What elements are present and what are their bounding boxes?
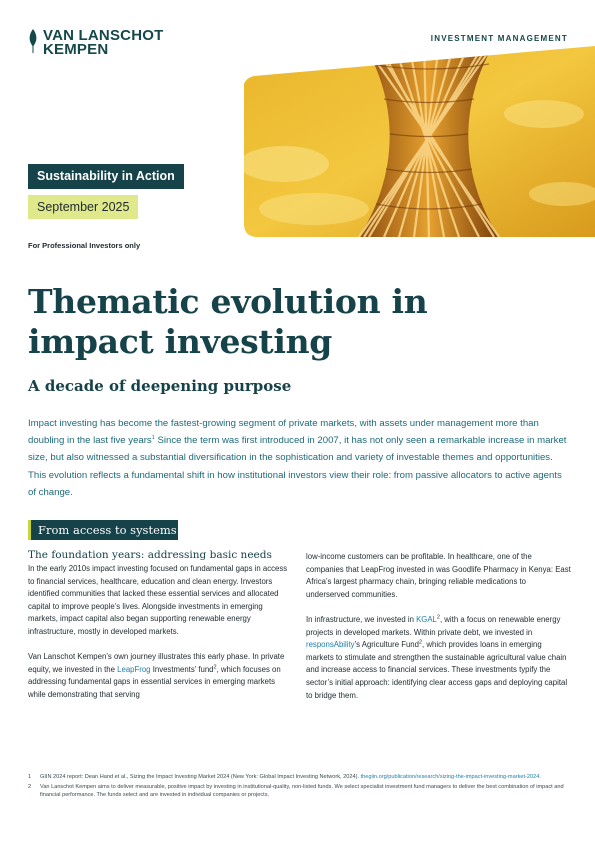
paragraph-text: , which provides loans in emerging markets to stimulate and strengthen the sustainable agricultural value chain and increase access to financial services. These investments typify the sector’s initial approach: identifying clear access gaps and deploying capital to bridge them. — [306, 640, 568, 700]
intro-paragraph — [28, 415, 568, 501]
architecture-photo — [244, 44, 595, 237]
page-subtitle: A decade of deepening purpose — [28, 377, 292, 395]
column-right — [306, 548, 571, 715]
section-heading — [28, 520, 178, 540]
footnote-ref-2[interactable]: 2 — [418, 639, 423, 646]
brand-name-line2: KEMPEN — [43, 41, 109, 58]
leapfrog-link[interactable]: LeapFrog — [117, 664, 151, 674]
date-tag: September 2025 — [28, 195, 138, 219]
footnote-ref-2[interactable]: 2 — [213, 664, 217, 671]
paragraph — [306, 614, 571, 702]
paragraph-text: In infrastructure, we invested in — [306, 614, 417, 624]
giin-report-link[interactable]: thegiin.org/publication/research/sizing-the-impact-investing-market-2024. — [360, 774, 541, 780]
paragraph: In the early 2010s impact investing focused on fundamental gaps in access to financial services, healthcare, education and clean energy. Investors identified communities that lacked these essential services and allocated capital to improve people’s lives. Alongside investments in emerging markets, impact capital also began supporting renewable energy infrastructure, mostly in developed markets. — [28, 564, 288, 636]
footnote-1 — [28, 773, 568, 781]
responsability-link[interactable]: responsAbility — [306, 640, 355, 650]
footnote-body: Van Lanschot Kempen aims to deliver measurable, positive impact by investing in institutional-quality, non-listed funds. We select specialist investment fund managers to deliver the best combination of impact and financial performance. The funds select and are invested in individual companies or projects. — [40, 784, 564, 799]
footnote-body: GIIN 2024 report: Dean Hand et al., Sizing the Impact Investing Market 2024 (New York: Global Impact Investing Network, 2024). — [40, 774, 361, 780]
footnote-2 — [28, 783, 568, 799]
paragraph: low-income customers can be profitable. In healthcare, one of the companies that LeapFrog invested in was Goodlife Pharmacy in Kenya: East Africa’s largest pharmacy chain, bringing reliable medications to underserved communities. — [306, 552, 571, 599]
footnote-number: 2 — [28, 784, 32, 791]
brand-logo — [28, 29, 163, 57]
section-accent-bar — [28, 520, 31, 540]
series-tag: Sustainability in Action — [28, 164, 184, 189]
category-label: INVESTMENT MANAGEMENT — [430, 34, 568, 43]
paragraph-text: , which focuses on addressing fundamental gaps in essential services in emerging markets while demonstrating that serving — [28, 664, 281, 699]
subsection-heading: The foundation years: addressing basic needs — [28, 549, 272, 561]
kgal-link[interactable]: KGAL — [416, 614, 437, 624]
paragraph-text: ’s Agriculture Fund — [354, 640, 419, 650]
footnotes — [28, 773, 568, 802]
tree-logo-icon — [28, 29, 38, 53]
column-left — [28, 548, 293, 714]
paragraph-text: Investments’ fund — [150, 664, 214, 674]
page-title: Thematic evolution in impact investing — [28, 282, 428, 361]
brand-name-line1: VAN LANSCHOT — [43, 27, 164, 44]
audience-note: For Professional Investors only — [28, 241, 141, 250]
section-heading-text: From access to systems — [38, 523, 177, 537]
footnote-text — [40, 773, 541, 781]
footnote-ref-2[interactable]: 2 — [436, 614, 440, 621]
footnote-ref-1[interactable]: 1 — [151, 435, 155, 442]
hero-image — [244, 44, 595, 237]
intro-text-1: Impact investing has become the fastest-growing segment of private markets, with assets under management more than doubling in the last five years — [28, 418, 539, 447]
footnote-number: 1 — [28, 774, 32, 780]
intro-text-2: Since the term was first introduced in 2007, it has not only seen a remarkable increase in market size, but also witnessed a substantial diversification in the sophistication and variety of investable themes and opportunities. This evolution reflects a fundamental shift in how institutional investors view their role: from passive allocators to active agents of change. — [28, 435, 567, 498]
paragraph-text: Van Lanschot Kempen’s own journey illustrates this early phase. In private equity, we invested in the — [28, 652, 285, 674]
paragraph — [28, 651, 293, 701]
paragraph-text: , with a focus on renewable energy projects in developed markets. Within private debt, we invested in — [306, 614, 561, 637]
